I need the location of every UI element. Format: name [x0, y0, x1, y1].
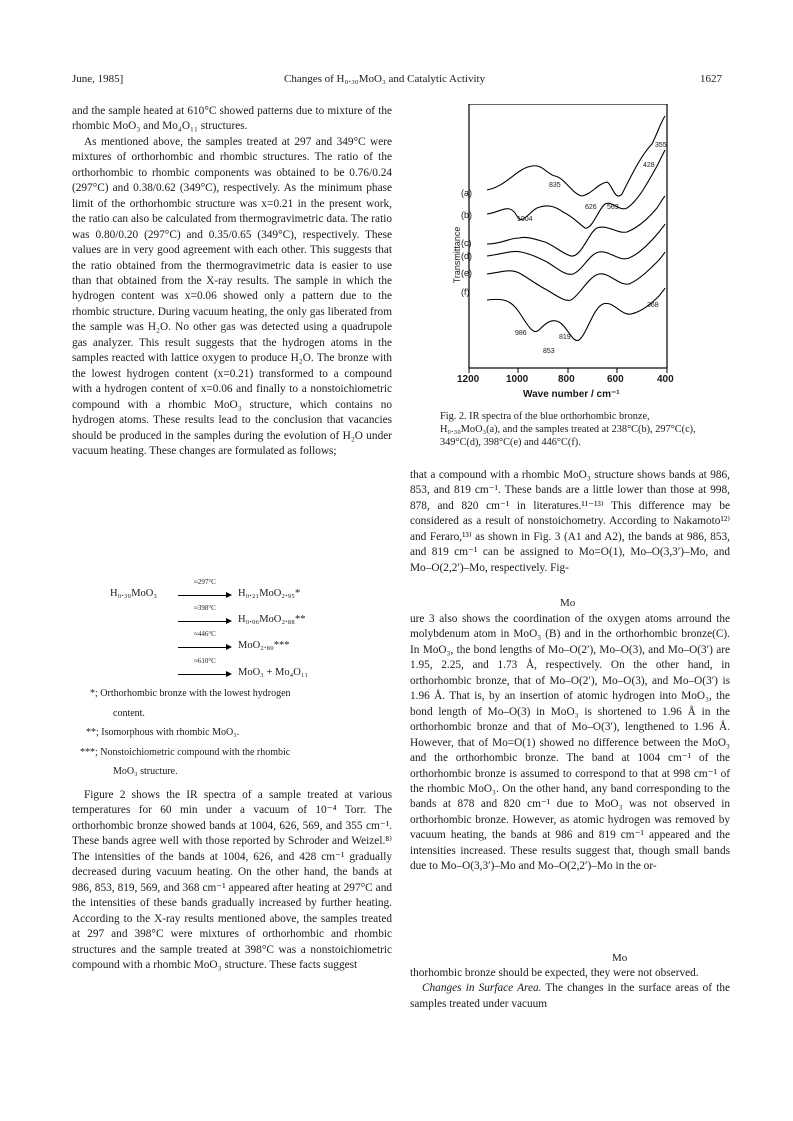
- left-column-bottom: [72, 788, 392, 973]
- product: MoO₃ + Mo₄O₁₁: [238, 667, 309, 678]
- y-axis-label: Transmittance: [452, 226, 462, 284]
- arrow: [178, 647, 228, 648]
- arrow-head: [226, 618, 232, 624]
- curve-e: [487, 252, 665, 300]
- paragraph: and the sample heated at 610°C showed patterns due to mixture of the rhombic MoO₃ and Mo₄O₁₁ structures.: [72, 105, 392, 133]
- band-label: 853: [543, 348, 555, 355]
- footnote: *; Orthorhombic bronze with the lowest hydrogen: [90, 688, 291, 699]
- arrow: [178, 674, 228, 675]
- x-axis-label: Wave number / cm⁻¹: [523, 389, 620, 400]
- product: H₀.₂₁MoO₂.₉₅*: [238, 588, 301, 599]
- mo-subscript-label: Mo: [612, 952, 628, 964]
- x-tick-label: 1200: [457, 374, 480, 385]
- paragraph: As mentioned above, the samples treated at 297 and 349°C were mixtures of orthorhombic and rhombic structures. The ratio of the orthorhombic to rhombic components was obtained to be 0.76/0.24 (297°C) and 0.38/0.62 (349°C), respectively. As the minimum phase limit of the orthorhombic structure was x=0.21 in the present work, the ratio can also be calculated from thermogravimetric data. The ratio was 0.80/0.20 (297°C) and 0.35/0.65 (349°C), respectively. These values are in very good agreement with each other. This suggests that the ratio obtained from the thermogravimetric data is easier to use than that obtained from the X-ray results. The sample in which the hydrogen content was x=0.06 showed only a pattern due to the rhombic structure. During vacuum heating, the only gas liberated from the sample was H₂O. No other gas was detected using a quadrupole gas analyzer. This result suggests that the hydrogen atoms in the samples reacted with lattice oxygen to produce H₂O. The bronze with the lowest hydrogen content (x=0.21) transformed to a compound with a hydrogen content of x=0.06 and finally to a nonstoichiometric compound with a rhombic MoO₃ structure, which contains no hydrogen atoms. These results lead to the conclusion that vacancies should be produced in the samples during the evolution of H₂O under vacuum heating. These changes are formulated as follows;: [72, 135, 392, 457]
- curve-label-a: (a): [461, 188, 472, 198]
- reactant: H₀.₃₀MoO₃: [110, 588, 158, 599]
- band-label: 569: [607, 204, 619, 211]
- condition: ≈446°C: [194, 630, 216, 638]
- band-label: 626: [585, 204, 597, 211]
- paragraph: ure 3 also shows the coordination of the oxygen atoms arround the molybdenum atom in MoO₃ (B) and in the orthorhombic bronze(C). In MoO₃, the bond lengths of Mo–O(2′), Mo–O(3), and Mo–O(3′) are 1.95, 2.25, and 1.73 Å, respectively. On the other hand, in orthorhombic bronze, that of Mo–O(2′), Mo–O(3), and Mo–O(3′) is 1.96 Å. That is, by an insertion of atomic hydrogen into MoO₃, the bond length of Mo–O(3) in MoO₃ is shortened to 1.96 Å in the orthorhombic bronze and that of Mo–O(3′), lengthened to 1.96 Å. However, that of Mo=O(1) showed no difference between the MoO₃ and the orthorhombic bronze. The band at 1004 cm⁻¹ of the orthorhombic bronze is assumed to correspond to that at 998 cm⁻¹ of the rhombic MoO₃. On the other hand, any band corresponding to the bands at 878 and 820 cm⁻¹ due to MoO₃ was not observed in orthorhombic bronze. However, as atomic hydrogen was removed by vacuum heating, the bands at 986 and 819 cm⁻¹ appeared and the intensities increased. These results suggest that, though small bands due to Mo–O(3,3′)–Mo and Mo–O(2,2′)–Mo in the or-: [410, 613, 730, 873]
- product: H₀.₀₆MoO₂.₈₈**: [238, 614, 306, 625]
- ir-spectra-figure: [447, 104, 703, 408]
- curve-c: [487, 196, 665, 256]
- figure-caption: Fig. 2. IR spectra of the blue orthorhombic bronze, H₀.₃₀MoO₃(a), and the samples treated at 238°C(b), 297°C(c), 349°C(d), 398°C(e) and 446°C(f).: [440, 411, 696, 448]
- spectrum-curves: [487, 116, 665, 341]
- mo-subscript-label: Mo: [560, 597, 576, 609]
- plot-frame: [469, 104, 667, 368]
- curve-label-f: (f): [461, 287, 470, 297]
- ir-spectra-plot: [447, 104, 703, 408]
- running-head-date: June, 1985]: [72, 73, 124, 85]
- band-label: 368: [647, 302, 659, 309]
- footnote: **; Isomorphous with rhombic MoO₃.: [86, 727, 240, 738]
- section-heading: Changes in Surface Area.: [422, 982, 542, 995]
- arrow: [178, 621, 228, 622]
- running-head-title: Changes of H₀.₃₀MoO₃ and Catalytic Activity: [284, 73, 486, 85]
- paragraph: Figure 2 shows the IR spectra of a sample treated at various temperatures for 60 min under a vacuum of 10⁻⁴ Torr. The orthorhombic bronze showed bands at 1004, 626, 569, and 355 cm⁻¹. These bands agree well with those reported by Schroder and Weizel.⁸⁾ The intensities of the bands at 1004, 626, and 428 cm⁻¹ gradually decreased during vacuum heating. On the other hand, the bands at 986, 853, 819, 569, and 368 cm⁻¹ appeared after heating at 297°C and the intensities of these bands gradually increased by further heating. According to the X-ray results mentioned above, the samples treated at 297 and 398°C were mixtures of orthorhombic and rhombic structures and the sample treated at 398°C was a nonstoichiometric compound with a rhombic MoO₃ structure. These facts suggest: [72, 789, 392, 971]
- left-column: [72, 104, 392, 459]
- right-column-bottom: [410, 966, 730, 1012]
- x-tick-label: 600: [607, 374, 624, 385]
- arrow: [178, 595, 228, 596]
- footnote: MoO₃ structure.: [113, 766, 178, 777]
- band-label: 1004: [517, 216, 533, 223]
- band-label: 835: [549, 182, 561, 189]
- curve-a: [487, 116, 665, 196]
- right-column: [410, 468, 730, 576]
- band-label: 355: [655, 142, 667, 149]
- x-tick-label: 800: [558, 374, 575, 385]
- page-number: 1627: [700, 73, 722, 85]
- curve-label-b: (b): [461, 210, 472, 220]
- band-label: 819: [559, 334, 571, 341]
- x-tick-label: 1000: [506, 374, 529, 385]
- curve-d: [487, 224, 665, 274]
- footnote: ***; Nonstoichiometric compound with the rhombic: [80, 747, 291, 758]
- band-label: 428: [643, 162, 655, 169]
- arrow-head: [226, 671, 232, 677]
- paragraph: [410, 981, 730, 1012]
- paragraph: thorhombic bronze should be expected, they were not observed.: [410, 967, 699, 979]
- curve-label-d: (d): [461, 251, 472, 261]
- curve-label-c: (c): [461, 238, 472, 248]
- curve-label-e: (e): [461, 268, 472, 278]
- band-label: 986: [515, 330, 527, 337]
- footnote: content.: [113, 708, 145, 719]
- condition: ≈610°C: [194, 657, 216, 665]
- arrow-head: [226, 592, 232, 598]
- condition: ≈297°C: [194, 578, 216, 586]
- paragraph: that a compound with a rhombic MoO₃ structure shows bands at 986, 853, and 819 cm⁻¹. These bands are a little lower than those at 998, 878, and 820 cm⁻¹ in literatures.¹¹⁻¹³⁾ This difference may be considered as a result of nonstoichometry. According to Nakamoto¹²⁾ and Feraro,¹³⁾ as shown in Fig. 3 (A1 and A2), the bands at 986, 853, and 819 cm⁻¹ can be assigned to Mo=O(1), Mo–O(3,3′)–Mo, and Mo–O(2,2′)–Mo, respectively. Fig-: [410, 469, 730, 574]
- x-tick-label: 400: [657, 374, 674, 385]
- paragraph-text: The changes in the surface areas of the samples treated under vacuum: [410, 982, 731, 1010]
- x-axis-ticks: [469, 368, 667, 373]
- product: MoO₂.₈₀***: [238, 640, 290, 651]
- curve-b: [487, 150, 665, 228]
- condition: ≈398°C: [194, 604, 216, 612]
- arrow-head: [226, 644, 232, 650]
- right-column-mid: [410, 612, 730, 875]
